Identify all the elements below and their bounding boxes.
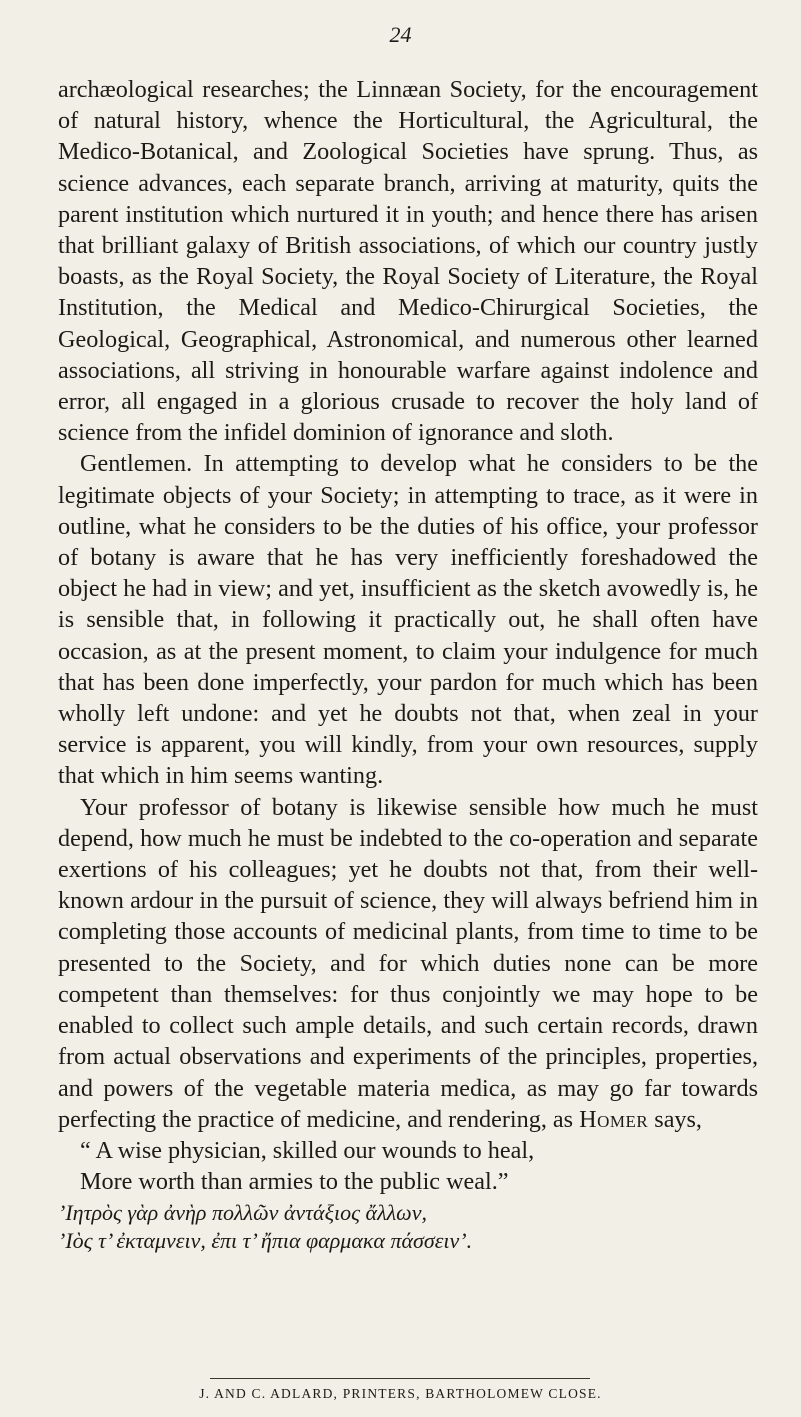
paragraph-3-text: Your professor of botany is likewise sensible how much he must depend, how much he must be indebted to the co-operation and separate exertions of his colleagues; yet he doubts not that, from their well-known ardour in the pursuit of science, they will always befriend him in completing those accounts of medicinal plants, from time to time to be presented to the Society, and for which duties none can be more competent than themselves: for thus conjointly we may hope to be enabled to collect such ample details, and such certain records, drawn from actual observations and experiments of the principles, properties, and powers of the vegetable materia medica, as may go far towards perfecting the practice of medicine, and rendering, as xyxy=(58,793,758,1133)
page-number: 24 xyxy=(389,22,412,47)
verse-quotation xyxy=(80,1135,758,1197)
greek-quotation xyxy=(58,1199,758,1255)
body-text xyxy=(58,74,758,1255)
paragraph-2: Gentlemen. In attempting to develop what he considers to be the legitimate objects of your Society; in attempting to trace, as it were in outline, what he considers to be the duties of his office, your professor of botany is aware that he has very inefficiently foreshadowed the object he had in view; and yet, insufficient as the sketch avowedly is, he is sensible that, in following it practically out, he shall often have occasion, as at the present moment, to claim your indulgence for much that has been done imperfectly, your pardon for much which has been wholly left undone: and yet he doubts not that, when zeal in your service is apparent, you will kindly, from your own resources, supply that which in him seems wanting. xyxy=(58,450,758,790)
footer-rule xyxy=(210,1378,590,1379)
greek-line-1: ’Ιητρὸς γὰρ ἀνὴρ πολλῶν ἀντάξιος ἄλλων, xyxy=(58,1200,427,1226)
greek-line-2: ’Ιὸς τ’ ἐκταμνειν, ἐπι τ’ ἤπια φαρμακα πάσσειν’. xyxy=(58,1228,473,1254)
paragraph-3-tail: says, xyxy=(648,1105,702,1133)
paragraph-1: archæological researches; the Linnæan Society, for the encouragement of natural history, whence the Horticultural, the Agricultural, the Medico-Botanical, and Zoological Societies have sprung. Thus, as science advances, each separate branch, arriving at maturity, quits the parent institution which nurtured it in youth; and hence there has arisen that brilliant galaxy of British associations, of which our country justly boasts, as the Royal Society, the Royal Society of Literature, the Royal Institution, the Medical and Medico-Chirurgical Societies, the Geological, Geographical, Astronomical, and numerous other learned associations, all striving in honourable warfare against indolence and error, all engaged in a glorious crusade to recover the holy land of science from the infidel dominion of ignorance and sloth. xyxy=(58,76,758,447)
verse-line-1: “ A wise physician, skilled our wounds to heal, xyxy=(80,1136,535,1164)
printer-imprint: J. AND C. ADLARD, PRINTERS, BARTHOLOMEW CLOSE. xyxy=(199,1386,602,1401)
paragraph-3 xyxy=(58,792,758,1135)
homer-name: Homer xyxy=(579,1105,649,1133)
verse-line-2: More worth than armies to the public weal.” xyxy=(80,1168,509,1196)
